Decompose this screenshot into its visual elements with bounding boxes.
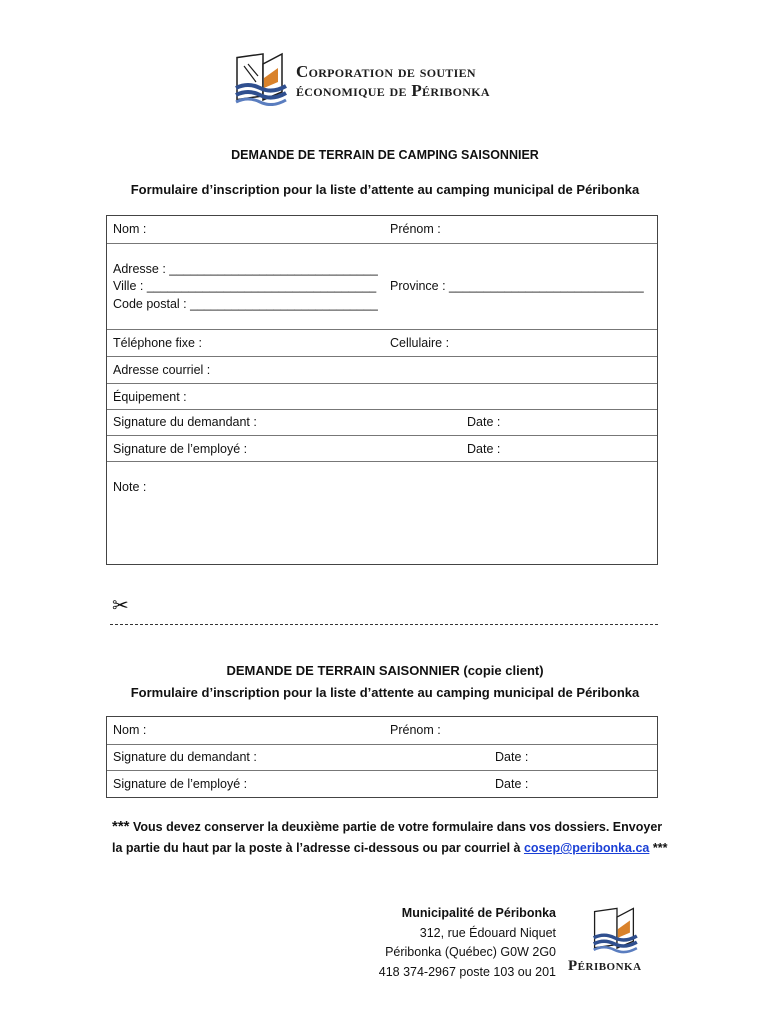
equipment-row (107, 384, 657, 410)
organization-name (296, 62, 490, 100)
municipality-phone: 418 374-2967 poste 103 ou 201 (378, 964, 556, 979)
client-signature-employe-field[interactable]: Signature de l’employé : (113, 777, 248, 791)
equipement-field[interactable]: Équipement : (113, 390, 187, 404)
peribonka-logo (566, 906, 666, 976)
name-row (107, 216, 657, 244)
book-wave-logo-icon (234, 52, 292, 106)
date-demandeur-field[interactable]: Date : (467, 415, 501, 429)
nom-field[interactable]: Nom : (113, 222, 147, 236)
email-row (107, 357, 657, 384)
phone-row (107, 330, 657, 357)
peribonka-logo-name: Péribonka (568, 958, 642, 974)
client-copy-subtitle: Formulaire d’inscription pour la liste d’attente au camping municipal de Péribonka (130, 685, 640, 700)
courriel-field[interactable]: Adresse courriel : (113, 363, 211, 377)
adresse-field[interactable]: Adresse : ______________________________ (113, 262, 378, 276)
form-title: DEMANDE DE TERRAIN DE CAMPING SAISONNIER (231, 148, 539, 162)
cut-line (110, 624, 658, 625)
client-signature-demandeur-field[interactable]: Signature du demandant : (113, 750, 257, 764)
code-postal-field[interactable]: Code postal : ___________________________ (113, 297, 378, 311)
telephone-field[interactable]: Téléphone fixe : (113, 336, 202, 350)
instructions-notice (112, 816, 672, 859)
municipality-name: Municipalité de Péribonka (401, 906, 556, 920)
client-prenom-field[interactable]: Prénom : (390, 723, 441, 737)
signature-demandeur-field[interactable]: Signature du demandant : (113, 415, 257, 429)
client-name-row (107, 717, 657, 745)
note-row (107, 462, 657, 564)
municipality-street: 312, rue Édouard Niquet (419, 925, 556, 940)
notice-stars-close: *** (649, 841, 668, 855)
book-wave-small-icon (592, 906, 642, 954)
date-employe-field[interactable]: Date : (467, 442, 501, 456)
organization-logo (234, 52, 554, 108)
scissors-icon: ✂ (112, 595, 129, 617)
employee-signature-row (107, 436, 657, 462)
client-employee-signature-row (107, 771, 657, 797)
organization-name-line1: Corporation de soutien (296, 62, 476, 81)
client-date-employe-field[interactable]: Date : (495, 777, 529, 791)
cellulaire-field[interactable]: Cellulaire : (390, 336, 450, 350)
client-date-demandeur-field[interactable]: Date : (495, 750, 529, 764)
note-field[interactable]: Note : (113, 480, 147, 494)
municipality-address (379, 904, 556, 982)
registration-form (106, 215, 658, 565)
applicant-signature-row (107, 410, 657, 436)
organization-name-line2: économique de Péribonka (296, 81, 490, 100)
address-row (107, 244, 657, 330)
client-applicant-signature-row (107, 745, 657, 771)
province-field[interactable]: Province : ____________________________ (390, 279, 644, 293)
ville-field[interactable]: Ville : _________________________________ (113, 279, 377, 293)
client-copy-title: DEMANDE DE TERRAIN SAISONNIER (copie client) (226, 663, 544, 678)
client-copy-form (106, 716, 658, 798)
notice-stars-open: *** (112, 818, 130, 835)
notice-text: Vous devez conserver la deuxième partie de votre formulaire dans vos dossiers. Envoyer la partie du haut par la poste à l’adresse ci-dessous ou par courriel à (112, 820, 663, 855)
email-link[interactable]: cosep@peribonka.ca (523, 841, 650, 855)
signature-employe-field[interactable]: Signature de l’employé : (113, 442, 248, 456)
municipality-city: Péribonka (Québec) G0W 2G0 (385, 945, 556, 959)
form-subtitle: Formulaire d’inscription pour la liste d’attente au camping municipal de Péribonka (130, 182, 640, 197)
prenom-field[interactable]: Prénom : (390, 222, 441, 236)
client-nom-field[interactable]: Nom : (113, 723, 147, 737)
